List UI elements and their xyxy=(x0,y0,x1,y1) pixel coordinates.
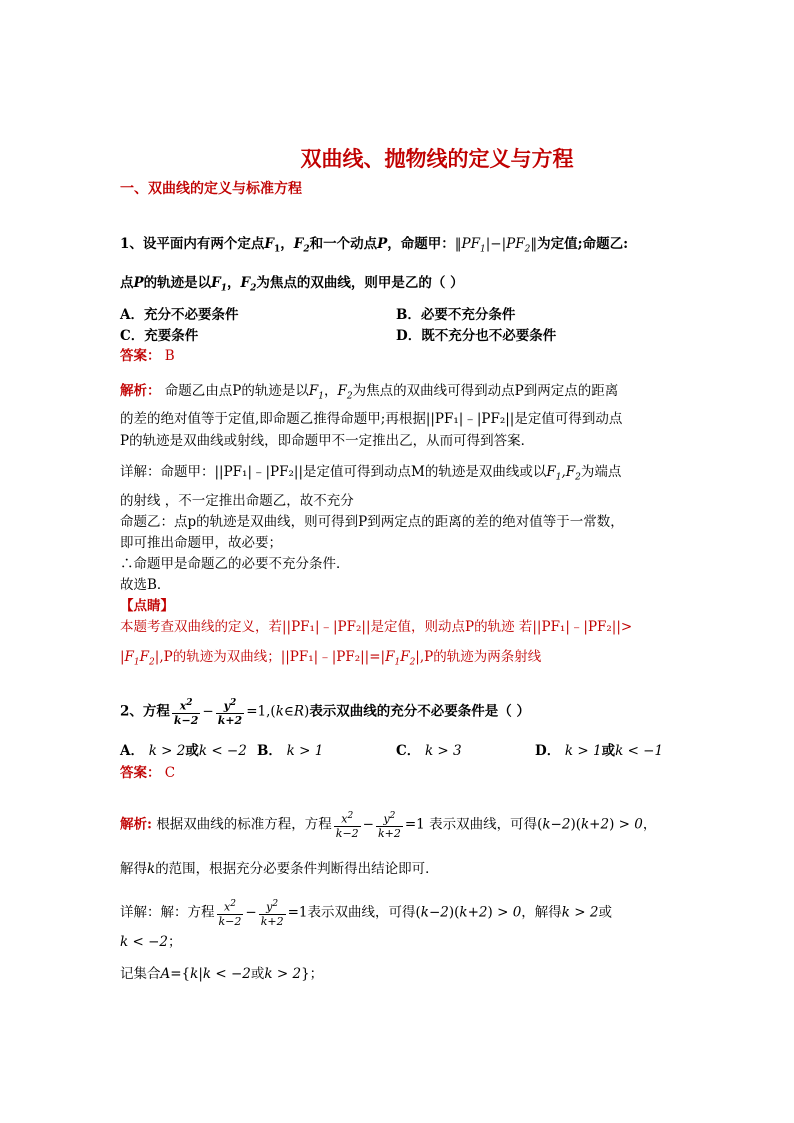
q1-detail-line4: 即可推出命题甲，故必要； xyxy=(120,535,282,551)
q2-analysis-line1: 解析: 根据双曲线的标准方程，方程 $\frac{x^2}{k-2}$ − $\frac{y^2}{k+2}$ =1 表示双曲线，可得(k−2)(k+2) > 0， xyxy=(120,811,657,840)
q2-option-b xyxy=(257,740,323,762)
math-ineq: k < −2 xyxy=(120,934,168,950)
math-abs-diff: $‖PF_1|-|PF_2‖$ xyxy=(454,236,538,255)
q1-detail-line6: 故选B． xyxy=(120,577,171,593)
math-set-a: A={k|k < −2或k > 2} xyxy=(160,966,310,982)
option-label: C． xyxy=(396,743,421,759)
detail-text: 详解：解：方程 xyxy=(120,904,215,921)
q1-stem-text: 点 xyxy=(120,275,134,291)
math-f2: $F_2$ xyxy=(240,275,257,294)
option-label: B． xyxy=(257,743,282,759)
analysis-text: 命题乙由点P的轨迹是以 xyxy=(164,383,309,399)
option-label: D． xyxy=(535,743,561,759)
q1-point-label: 【点睛】 xyxy=(120,598,174,614)
analysis-label: 解析： xyxy=(120,383,161,399)
section-heading: 一、双曲线的定义与标准方程 xyxy=(120,181,302,197)
math-p: P xyxy=(377,236,388,252)
math-product: (k−2)(k+2) > 0 xyxy=(537,816,643,833)
q1-analysis-line1 xyxy=(120,380,704,408)
detail-text: 记集合 xyxy=(120,966,161,982)
q1-stem-line1 xyxy=(120,233,704,261)
math-fraction-x: $\frac{x^2}{k-2}$ xyxy=(173,698,199,727)
q2-option-d xyxy=(535,740,663,762)
analysis-text: 为焦点的双曲线可得到动点P到两定点的距离 xyxy=(352,383,619,399)
q1-detail-line2: 的射线 ，不一定推出命题乙，故不充分 xyxy=(120,493,354,509)
q2-stem-text: 2、方程 xyxy=(120,703,170,720)
math-p: P xyxy=(133,275,144,291)
q1-analysis-line3: P的轨迹是双曲线或射线，即命题甲不一定推出乙，从而可得到答案． xyxy=(120,433,535,449)
analysis-text: 的范围，根据充分必要条件判断得出结论即可． xyxy=(155,861,439,877)
page-title: 双曲线、抛物线的定义与方程 xyxy=(300,146,574,171)
math-f1: $F_1$ xyxy=(211,275,228,294)
math-product: (k−2)(k+2) > 0 xyxy=(415,904,522,921)
q2-answer xyxy=(120,762,704,784)
math-eq-condition: =1,(k∈R) xyxy=(246,703,310,720)
math-fraction-y: $\frac{y^2}{k+2}$ xyxy=(377,811,401,840)
math-ineq: k > 1 xyxy=(286,743,324,759)
detail-text: ，解得 xyxy=(521,904,562,921)
q1-stem-text: 1、设平面内有两个定点 xyxy=(120,236,265,252)
q1-stem-text: 的轨迹是以 xyxy=(143,275,212,291)
q1-stem-text: ， xyxy=(280,236,294,252)
option-text: 或 xyxy=(601,743,616,759)
math-abs-f1f2: $|F_1F_2|$ xyxy=(120,649,160,668)
q1-option-c: C．充要条件 xyxy=(120,328,199,344)
q2-detail-line1: 详解：解：方程 $\frac{x^2}{k-2}$ − $\frac{y^2}{k+2}$ =1表示双曲线，可得(k−2)(k+2) > 0，解得k > 2或 xyxy=(120,899,612,928)
math-ineq: k > 1 xyxy=(564,743,602,759)
math-k: k xyxy=(147,861,156,877)
answer-value: B xyxy=(164,348,175,364)
option-label: A． xyxy=(120,743,144,759)
math-f2: $F_2$ xyxy=(337,383,353,402)
q1-answer xyxy=(120,345,704,367)
q2-analysis-line2 xyxy=(120,858,704,880)
q1-option-a: A．充分不必要条件 xyxy=(120,307,239,323)
option-text: 或 xyxy=(185,743,199,759)
answer-label: 答案： xyxy=(120,348,161,364)
detail-text: 或 xyxy=(598,904,612,921)
detail-text: 表示双曲线，可得 xyxy=(307,904,416,921)
math-fraction-y: $\frac{y^2}{k+2}$ xyxy=(217,698,243,727)
math-f2: $F_2$ xyxy=(293,236,310,255)
detail-text: ； xyxy=(167,934,182,950)
math-ineq: k > 2 xyxy=(148,743,186,759)
math-f1: $F_1$ xyxy=(308,383,324,402)
q2-option-c xyxy=(396,740,462,762)
detail-text: 为端点 xyxy=(580,464,622,480)
answer-value: C xyxy=(164,765,176,781)
math-ineq: k < −1 xyxy=(615,743,664,759)
q2-detail-line2 xyxy=(120,931,704,953)
q2-stem-text: 表示双曲线的充分不必要条件是（ ） xyxy=(309,703,531,720)
math-ineq: k < −2 xyxy=(198,743,247,759)
q1-option-d: D．既不充分也不必要条件 xyxy=(396,328,557,344)
math-f1f2: $F_1,F_2$ xyxy=(546,464,581,483)
answer-label: 答案： xyxy=(120,765,161,781)
q1-analysis-line2: 的差的绝对值等于定值,即命题乙推得命题甲;再根据||PF₁|﹣|PF₂||是定值可得到动点 xyxy=(120,411,623,427)
q1-detail-line5: ∴命题甲是命题乙的必要不充分条件． xyxy=(120,556,350,572)
math-fraction-y: $\frac{y^2}{k+2}$ xyxy=(260,899,284,928)
q1-detail-line1 xyxy=(120,461,704,489)
q2-option-a xyxy=(120,740,247,762)
q1-stem-text: 为焦点的双曲线，则甲是乙的（ ） xyxy=(256,275,464,291)
detail-text: 详解：命题甲：||PF₁|﹣|PF₂||是定值可得到动点M的轨迹是双曲线或以 xyxy=(120,464,547,480)
analysis-text: ， xyxy=(324,383,338,399)
q1-detail-line3: 命题乙：点p的轨迹是双曲线，则可得到P到两定点的距离的差的绝对值等于一常数， xyxy=(120,514,624,530)
math-fraction-x: $\frac{x^2}{k-2}$ xyxy=(335,811,359,840)
q1-point-line2 xyxy=(120,646,704,674)
point-text: ,P的轨迹为双曲线；||PF₁|﹣|PF₂||= xyxy=(159,649,381,665)
q1-stem-text: 为定值;命题乙: xyxy=(537,236,629,252)
q2-stem: 2、方程 $\frac{x^2}{k-2}$ − $\frac{y^2}{k+2}$ =1,(k∈R)表示双曲线的充分不必要条件是（ ） xyxy=(120,698,531,727)
q1-point-line1: 本题考查双曲线的定义，若||PF₁|﹣|PF₂||是定值，则动点P的轨迹 若||PF₁|﹣|PF₂||> xyxy=(120,619,633,635)
math-ineq: k > 2 xyxy=(561,904,599,921)
point-text: ,P的轨迹为两条射线 xyxy=(419,649,542,665)
analysis-text: 根据双曲线的标准方程，方程 xyxy=(156,816,332,833)
math-f1: $F_1$ xyxy=(264,236,281,255)
math-fraction-x: $\frac{x^2}{k-2}$ xyxy=(218,899,242,928)
detail-text: ； xyxy=(309,966,324,982)
math-abs-f1f2: $|F_1F_2|$ xyxy=(380,649,420,668)
q1-stem-text: ， xyxy=(227,275,241,291)
analysis-text: 解得 xyxy=(120,861,147,877)
analysis-text: 表示双曲线，可得 xyxy=(429,816,538,833)
q1-stem-text: ，命题甲： xyxy=(387,236,455,252)
analysis-text: ， xyxy=(642,816,657,833)
q1-stem-text: 和一个动点 xyxy=(309,236,378,252)
q1-option-b: B．必要不充分条件 xyxy=(396,307,516,323)
analysis-label: 解析: xyxy=(120,816,152,833)
math-ineq: k > 3 xyxy=(424,743,462,759)
q1-stem-line2 xyxy=(120,272,704,300)
q2-detail-line3 xyxy=(120,963,704,985)
